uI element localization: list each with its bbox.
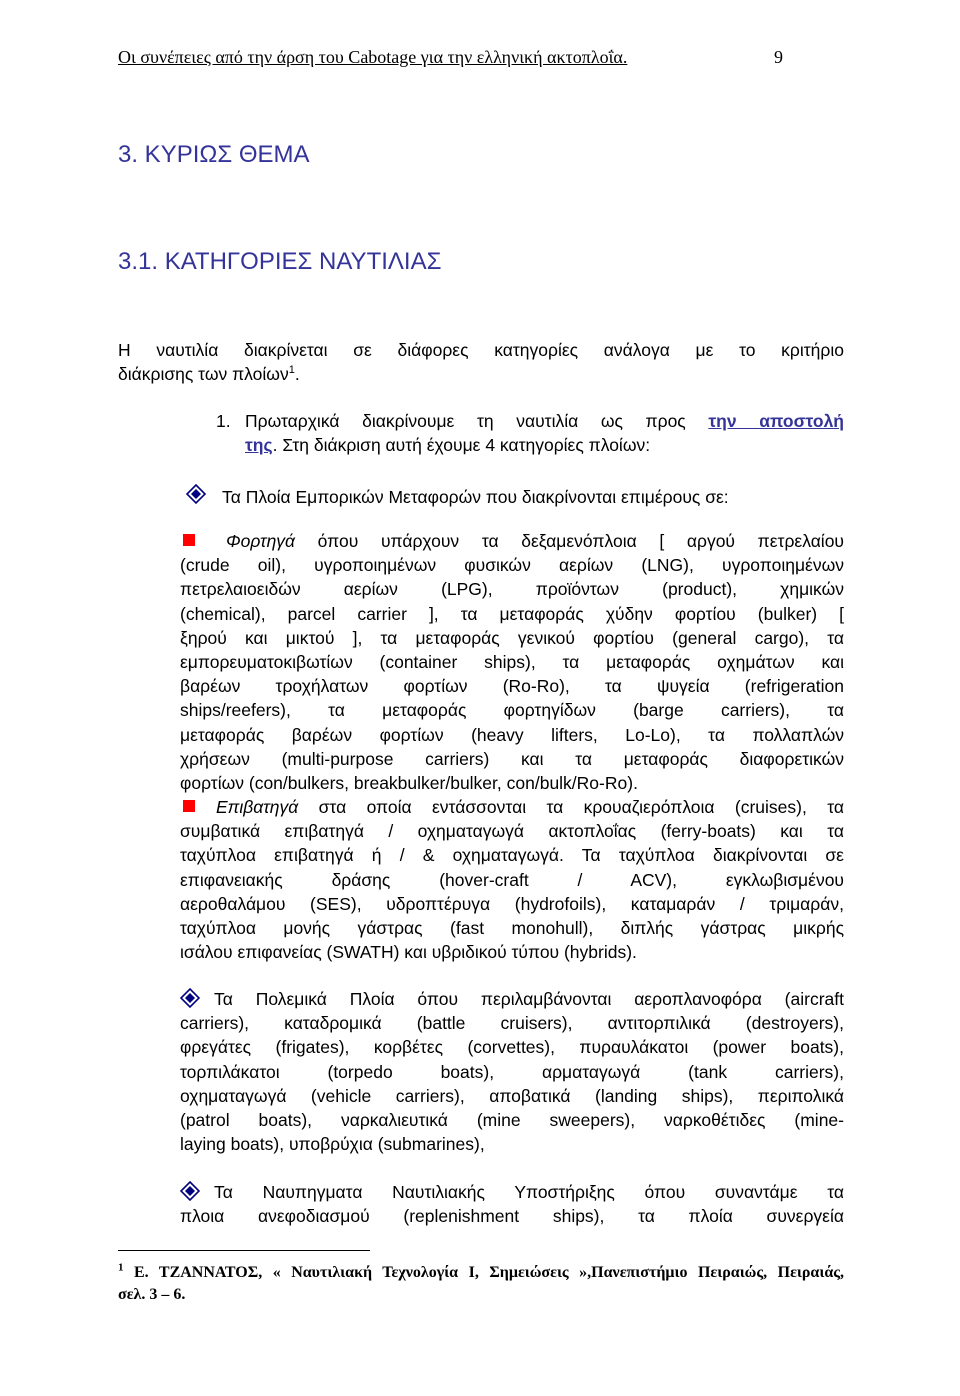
naval-line: οχηματαγωγά (vehicle carriers), αποβατικά (landing ships), περιπολικά (180, 1085, 844, 1106)
naval-line: τορπιλάκατοι (torpedo boats), αρματαγωγά (tank carriers), (180, 1061, 844, 1082)
naval-line: φρεγάτες (frigates), κορβέτες (corvettes), πυραυλάκατοι (power boats), (180, 1037, 844, 1058)
intro-line-2-text: διάκρισης των πλοίων (118, 364, 289, 385)
footnote-line-1 (118, 1262, 844, 1284)
list-item-1-tail: . Στη διάκριση αυτή έχουμε 4 κατηγορίες πλοίων: (272, 435, 651, 456)
list-number-1: 1. (216, 411, 231, 431)
diamond-bullet-icon (186, 484, 206, 504)
footnote-ref[interactable]: 1 (288, 364, 295, 377)
cargo-line: (chemical), parcel carrier ], τα μεταφοράς χύδην φορτίου (bulker) [ (180, 603, 844, 624)
auxiliary-line: πλοια ανεφοδιασμού (replenishment ships), τα πλοία συνεργεία (180, 1206, 844, 1227)
subsection-heading: 3.1. ΚΑΤΗΓΟΡΙΕΣ ΝΑΥΤΙΛΙΑΣ (118, 248, 442, 275)
passenger-line: αεροθαλάμου (SES), υδροπτέρυγα (hydrofoils), καταμαράν / τριμαράν, (180, 893, 844, 914)
cargo-label: Φορτηγά (226, 531, 296, 551)
list-item-1 (245, 409, 844, 457)
passenger-line: επιφανειακής δράσης (hover-craft / ACV), εγκλωβισμένου (180, 869, 844, 890)
cargo-paragraph (180, 529, 844, 795)
passenger-line: ισάλου επιφανείας (SWATH) και υβριδικού τύπου (hybrids). (180, 942, 637, 963)
naval-line: laying boats), υποβρύχια (submarines), (180, 1134, 485, 1155)
emphasis-its: της (245, 435, 273, 456)
naval-line: (patrol boats), ναρκαλιευτικά (mine sweepers), ναρκοθέτιδες (mine- (180, 1110, 844, 1131)
emphasis-mission: την αποστολή (708, 411, 844, 431)
cargo-line: εμπορευματοκιβωτίων (container ships), τα μεταφοράς οχημάτων και (180, 652, 844, 673)
passenger-paragraph (180, 795, 844, 964)
auxiliary-line: Τα Ναυπηγματα Ναυτιλιακής Υποστήριξης όπου συναντάμε τα (214, 1182, 844, 1202)
list-item-1-line-2 (245, 433, 844, 457)
passenger-line: ταχύπλοα επιβατηγά ή / & οχηματαγωγά. Τα ταχύπλοα διακρίνονται σε (180, 845, 844, 866)
naval-line: carriers), καταδρομικά (battle cruisers), αντιτορπιλικά (destroyers), (180, 1013, 844, 1034)
passenger-line: ταχύπλοα μονής γάστρας (fast monohull), διπλής γάστρας μικρής (180, 918, 844, 939)
cargo-line: φορτίων (con/bulkers, breakbulker/bulker, con/bulk/Ro-Ro). (180, 773, 638, 794)
footnote-divider (118, 1250, 370, 1251)
naval-paragraph (180, 987, 844, 1156)
cargo-line: ξηρού και μικτού ], τα μεταφοράς γενικού φορτίου (general cargo), τα (180, 627, 844, 648)
page-number: 9 (774, 47, 783, 67)
auxiliary-paragraph (180, 1180, 844, 1228)
intro-line-2 (118, 362, 844, 386)
section-heading: 3. ΚΥΡΙΩΣ ΘΕΜΑ (118, 141, 310, 168)
intro-line-2-end: . (294, 364, 300, 385)
intro-paragraph (118, 338, 844, 386)
list-item-1-line-1 (245, 409, 844, 433)
cargo-line: πετρελαιοειδών αερίων (LPG), προϊόντων (product), χημικών (180, 579, 844, 600)
cargo-line: Φορτηγά όπου υπάρχουν τα δεξαμενόπλοια [ αργού πετρελαίου (226, 531, 844, 551)
cargo-line: (crude oil), υγροποιημένων φυσικών αερίων (LNG), υγροποιημένων (180, 555, 844, 576)
naval-line: Τα Πολεμικά Πλοία όπου περιλαμβάνονται αεροπλανοφόρα (aircraft (214, 989, 844, 1009)
footnote-number: 1 (118, 1261, 124, 1274)
merchant-title: Τα Πλοία Εμπορικών Μεταφορών που διακρίνονται επιμέρους σε: (222, 487, 729, 507)
intro-line-1: Η ναυτιλία διακρίνεται σε διάφορες κατηγορίες ανάλογα με το κριτήριο (118, 340, 844, 360)
cargo-line: ships/reefers), τα μεταφοράς φορτηγίδων (barge carriers), τα (180, 700, 844, 721)
list-item-1-text: Πρωταρχικά διακρίνουμε τη ναυτιλία ως προς (245, 411, 686, 431)
passenger-line: συμβατικά επιβατηγά / οχηματαγωγά ακτοπλοΐας (ferry-boats) και τα (180, 821, 844, 842)
header-title: Οι συνέπειες από την άρση του Cabotage για την ελληνική ακτοπλοΐα. (118, 47, 628, 67)
footnote-line-2: σελ. 3 – 6. (118, 1286, 186, 1303)
footnote-citation: Ε. ΤΖΑΝΝΑΤΟΣ, « Ναυτιλιακή Τεχνολογία Ι, Σημειώσεις »,Πανεπιστήμιο Πειραιώς, Πειραιάς, (123, 1264, 844, 1281)
footnote (118, 1262, 844, 1306)
cargo-line: βαρέων τροχήλατων φορτίων (Ro-Ro), τα ψυγεία (refrigeration (180, 676, 844, 697)
running-header (118, 45, 818, 69)
passenger-label: Επιβατηγά (216, 797, 299, 817)
cargo-line: χρήσεων (multi-purpose carriers) και τα μεταφοράς διαφορετικών (180, 748, 844, 769)
passenger-line: Επιβατηγά στα οποία εντάσσονται τα κρουαζιερόπλοια (cruises), τα (216, 797, 844, 817)
cargo-line: μεταφοράς βαρέων φορτίων (heavy lifters, Lo-Lo), τα πολλαπλών (180, 724, 844, 745)
